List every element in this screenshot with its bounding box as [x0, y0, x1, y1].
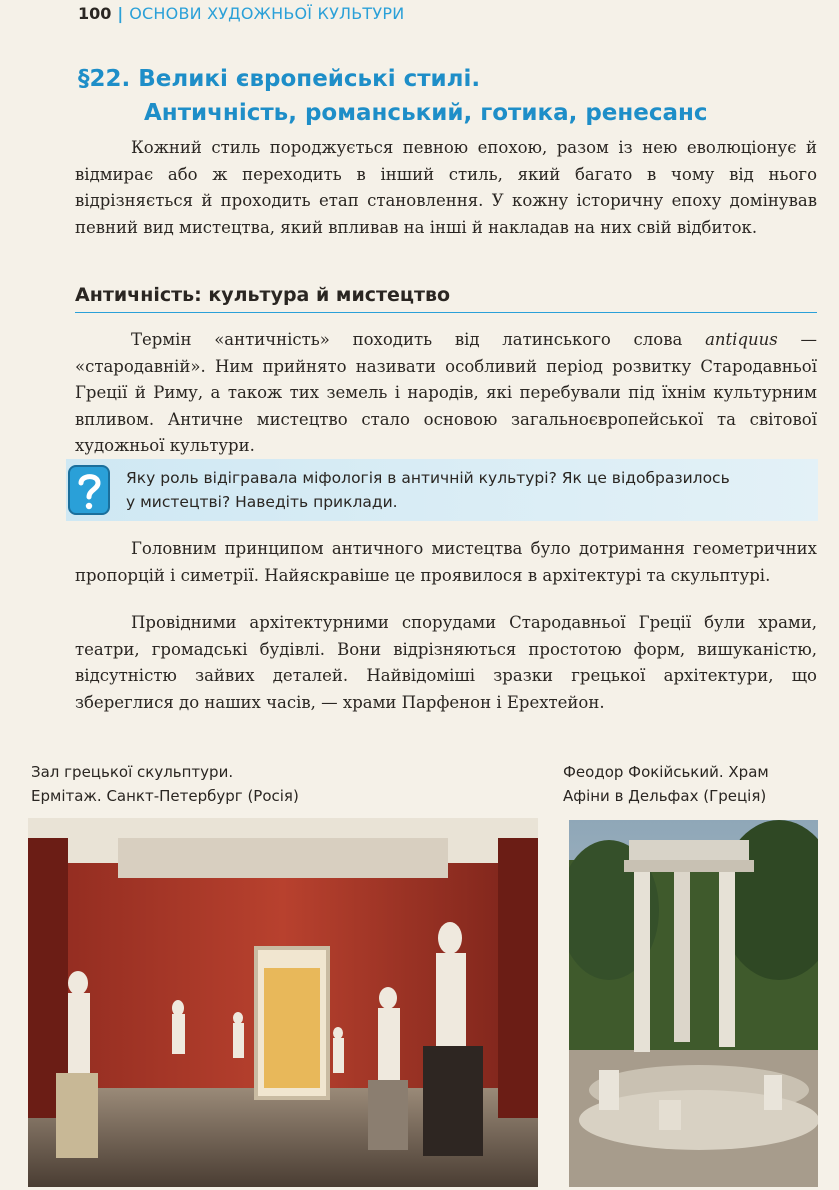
architecture-paragraph — [75, 610, 817, 716]
antiquity-text-b: — «стародавній». Ним прийнято називати особливий період розвитку Стародавньої Греції й Риму, а також тих земель і народів, які перебували під їхнім культурним впливом. Античне мистецтво стало основою загальноєвропейської та світової художньої культури. — [75, 330, 817, 455]
left-caption-line2: Ермітаж. Санкт-Петербург (Росія) — [31, 787, 299, 805]
principle-text: Головним принципом античного мистецтва було дотримання геометричних пропорцій і симетрії. Найяскравіше це проявилося в архітектурі та скульптурі. — [75, 539, 817, 585]
left-figure-caption — [31, 760, 299, 808]
page-number: 100 — [78, 4, 112, 23]
principle-paragraph — [75, 536, 817, 589]
antiquity-text-a: Термін «античність» походить від латинського слова — [131, 330, 706, 349]
right-caption-line2: Афіни в Дельфах (Греція) — [563, 787, 767, 805]
section-title-line1: §22. Великі європейські стилі. — [78, 66, 481, 92]
architecture-text: Провідними архітектурними спорудами Стародавньої Греції були храми, театри, громадські будівлі. Вони відрізняються простотою форм, вишуканістю, відсутністю зайвих деталей. Найвідоміші зразки грецької архітектури, що збереглися до наших часів, — храми Парфенон і Ерехтейон. — [75, 613, 817, 712]
section-title-line2: Античність, романський, готика, ренесанс — [144, 100, 708, 126]
antiquity-paragraph — [75, 327, 817, 460]
running-title: ОСНОВИ ХУДОЖНЬОЇ КУЛЬТУРИ — [129, 4, 405, 23]
intro-paragraph — [75, 135, 817, 241]
intro-text: Кожний стиль породжується певною епохою, разом із нею еволюціонує й відмирає або ж переходить в інший стиль, який багато в чому від нього відрізняється й проходить етап становлення. У кожну історичну епоху домінував певний вид мистецтва, який впливав на інші й накладав на них свій відбиток. — [75, 138, 817, 237]
right-caption-line1: Феодор Фокійський. Храм — [563, 763, 769, 781]
question-text — [126, 466, 730, 514]
header-separator: | — [117, 4, 124, 23]
running-header — [78, 4, 404, 23]
question-mark-icon — [66, 463, 112, 517]
delphi-tholos-photo — [569, 820, 818, 1187]
hermitage-hall-photo — [28, 818, 538, 1187]
latin-term: antiquus — [705, 330, 778, 349]
question-line1: Яку роль відігравала міфологія в античній культурі? Як це відобразилось — [126, 469, 730, 487]
left-caption-line1: Зал грецької скульптури. — [31, 763, 234, 781]
section-title — [78, 62, 708, 130]
right-figure-caption — [563, 760, 769, 808]
question-box — [66, 459, 818, 521]
question-line2: у мистецтві? Наведіть приклади. — [126, 493, 398, 511]
subheading: Античність: культура й мистецтво — [75, 284, 817, 313]
